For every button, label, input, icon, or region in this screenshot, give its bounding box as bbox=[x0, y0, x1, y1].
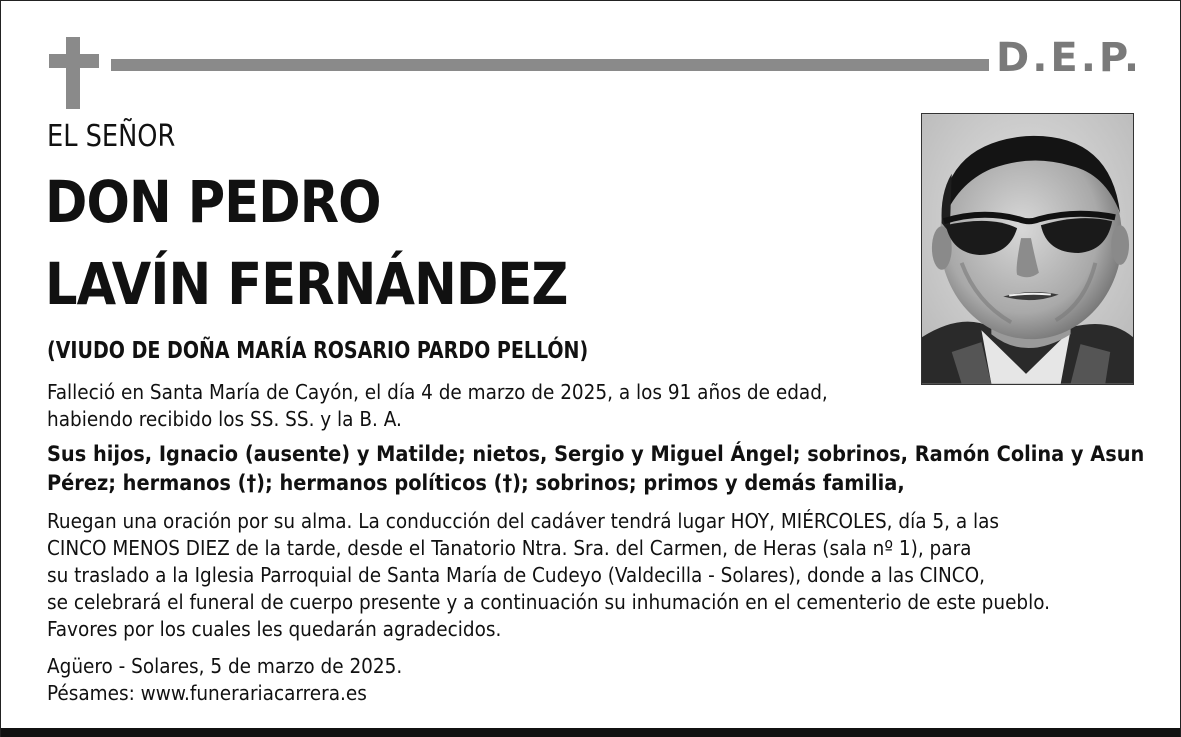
cross-vertical-bar bbox=[66, 37, 80, 109]
ceremony-line: CINCO MENOS DIEZ de la tarde, desde el Tanatorio Ntra. Sra. del Carmen, de Heras (sala nº 1), para bbox=[47, 536, 972, 560]
place-date: Agüero - Solares, 5 de marzo de 2025. bbox=[47, 654, 403, 678]
footer bbox=[47, 653, 1137, 707]
honorific: EL SEÑOR bbox=[47, 119, 176, 154]
cross-horizontal-bar bbox=[49, 54, 99, 68]
death-notice-line: habiendo recibido los SS. SS. y la B. A. bbox=[47, 407, 402, 431]
family-list bbox=[47, 440, 1145, 498]
deceased-name-line-2: LAVÍN FERNÁNDEZ bbox=[45, 250, 568, 318]
bottom-rule bbox=[1, 728, 1180, 737]
family-line: Pérez; hermanos (†); hermanos políticos (†); sobrinos; primos y demás familia, bbox=[47, 471, 905, 496]
portrait-photo bbox=[921, 113, 1134, 385]
family-line: Sus hijos, Ignacio (ausente) y Matilde; nietos, Sergio y Miguel Ángel; sobrinos, Ramón Colina y Asun bbox=[47, 442, 1145, 467]
ceremony-details bbox=[47, 508, 1137, 643]
ceremony-line: Favores por los cuales les quedarán agradecidos. bbox=[47, 617, 502, 641]
spouse-note: (VIUDO DE DOÑA MARÍA ROSARIO PARDO PELLÓN) bbox=[47, 338, 589, 364]
ceremony-line: su traslado a la Iglesia Parroquial de Santa María de Cudeyo (Valdecilla - Solares), donde a las CINCO, bbox=[47, 563, 986, 587]
ceremony-line: se celebrará el funeral de cuerpo presente y a continuación su inhumación en el cementerio de este pueblo. bbox=[47, 590, 1051, 614]
condolences-link[interactable]: Pésames: www.funerariacarrera.es bbox=[47, 681, 367, 705]
ceremony-line: Ruegan una oración por su alma. La conducción del cadáver tendrá lugar HOY, MIÉRCOLES, día 5, a las bbox=[47, 509, 1000, 533]
death-notice bbox=[47, 379, 907, 433]
header-rule bbox=[111, 59, 989, 71]
deceased-name-line-1: DON PEDRO bbox=[45, 168, 381, 236]
death-notice-line: Falleció en Santa María de Cayón, el día 4 de marzo de 2025, a los 91 años de edad, bbox=[47, 380, 828, 404]
dep-label: D.E.P. bbox=[996, 35, 1143, 81]
